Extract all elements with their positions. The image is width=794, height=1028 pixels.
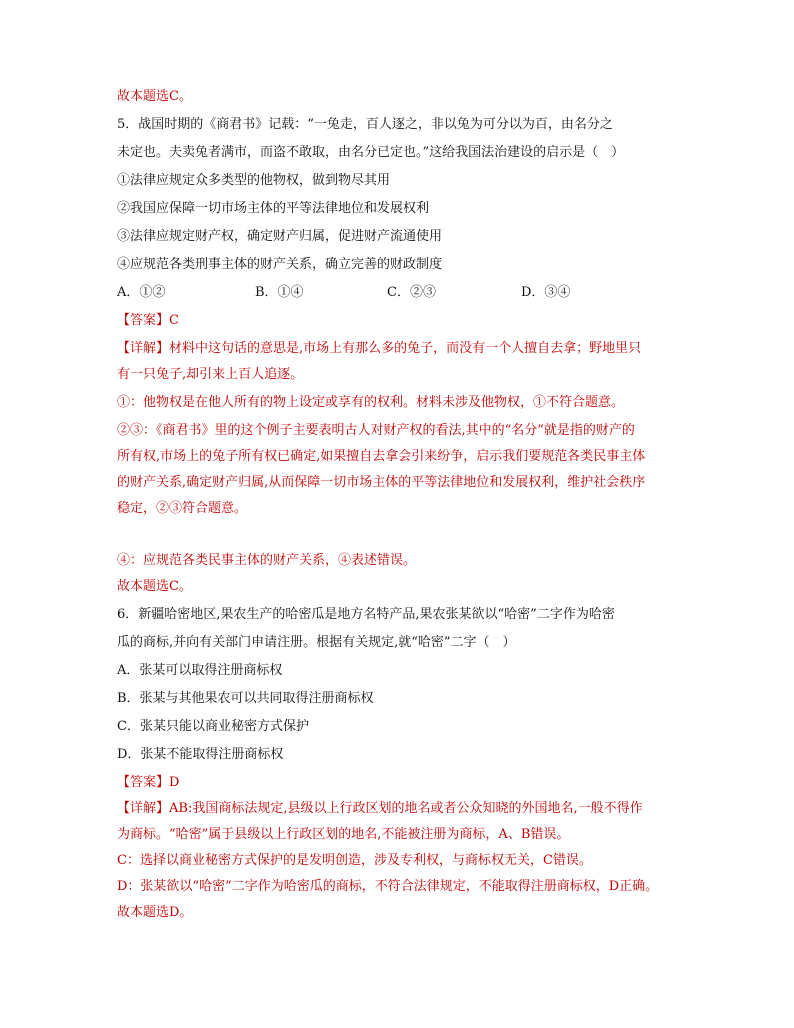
q5-stem-line1: 5．战国时期的《商君书》记载：“一兔走，百人逐之，非以兔为可分以为百，由名分之 bbox=[117, 117, 613, 132]
q5-stem-line2: 未定也。夫卖兔者满市，而盗不敢取，由名分已定也。”这给我国法治建设的启示是（ ） bbox=[117, 145, 625, 160]
q6-option-d: D．张某不能取得注册商标权 bbox=[117, 747, 284, 762]
q5-option-c: C．②③ bbox=[387, 285, 436, 300]
q5-explanation-1: 【详解】材料中这句话的意思是,市场上有那么多的兔子，而没有一个人擅自去拿；野地里只 bbox=[117, 341, 642, 356]
q6-explanation-3: C：选择以商业秘密方式保护的是发明创造，涉及专利权，与商标权无关，C错误。 bbox=[117, 853, 592, 868]
q5-conclusion: 故本题选C。 bbox=[117, 579, 192, 594]
q6-stem-line2: 瓜的商标,并向有关部门申请注册。根据有关规定,就“哈密”二字（ ） bbox=[117, 635, 516, 650]
q5-statement-2: ②我国应保障一切市场主体的平等法律地位和发展权利 bbox=[117, 201, 430, 216]
q6-explanation-4: D：张某欲以“哈密”二字作为哈密瓜的商标，不符合法律规定，不能取得注册商标权，D正确。 bbox=[117, 879, 659, 894]
line-0: 故本题选C。 bbox=[117, 89, 192, 104]
q5-option-a: A．①② bbox=[117, 285, 166, 300]
q6-option-c: C．张某只能以商业秘密方式保护 bbox=[117, 719, 309, 734]
q5-answer: 【答案】C bbox=[117, 313, 179, 328]
q6-explanation-2: 为商标。“哈密”属于县级以上行政区划的地名,不能被注册为商标，A、B错误。 bbox=[117, 827, 570, 842]
q6-answer: 【答案】D bbox=[117, 775, 180, 790]
q6-conclusion: 故本题选D。 bbox=[117, 905, 193, 920]
q5-explanation-7: 稳定，②③符合题意。 bbox=[117, 501, 248, 516]
q5-explanation-5: 所有权,市场上的兔子所有权已确定,如果擅自去拿会引来纷争，启示我们要规范各类民事主体 bbox=[117, 449, 646, 464]
q5-option-d: D．③④ bbox=[521, 285, 571, 300]
q5-explanation-8: ④：应规范各类民事主体的财产关系，④表述错误。 bbox=[117, 553, 417, 568]
q5-explanation-6: 的财产关系,确定财产归属,从而保障一切市场主体的平等法律地位和发展权利，维护社会秩序 bbox=[117, 475, 646, 490]
q6-option-a: A．张某可以取得注册商标权 bbox=[117, 663, 283, 678]
q5-option-b: B．①④ bbox=[255, 285, 304, 300]
q6-option-b: B．张某与其他果农可以共同取得注册商标权 bbox=[117, 691, 374, 706]
q5-statement-4: ④应规范各类刑事主体的财产关系，确立完善的财政制度 bbox=[117, 257, 443, 272]
q6-explanation-1: 【详解】AB:我国商标法规定,县级以上行政区划的地名或者公众知晓的外国地名,一般不得作 bbox=[117, 801, 643, 816]
q5-explanation-2: 有一只兔子,却引来上百人追逐。 bbox=[117, 367, 304, 382]
q5-statement-1: ①法律应规定众多类型的他物权，做到物尽其用 bbox=[117, 173, 391, 188]
q5-explanation-4: ②③：《商君书》里的这个例子主要表明古人对财产权的看法,其中的“名分”就是指的财产的 bbox=[117, 423, 635, 438]
q6-stem-line1: 6．新疆哈密地区,果农生产的哈密瓜是地方名特产品,果农张某欲以“哈密”二字作为哈密 bbox=[117, 607, 615, 622]
q5-statement-3: ③法律应规定财产权，确定财产归属，促进财产流通使用 bbox=[117, 229, 443, 244]
q5-explanation-3: ①：他物权是在他人所有的物上设定或享有的权利。材料未涉及他物权，①不符合题意。 bbox=[117, 395, 625, 410]
